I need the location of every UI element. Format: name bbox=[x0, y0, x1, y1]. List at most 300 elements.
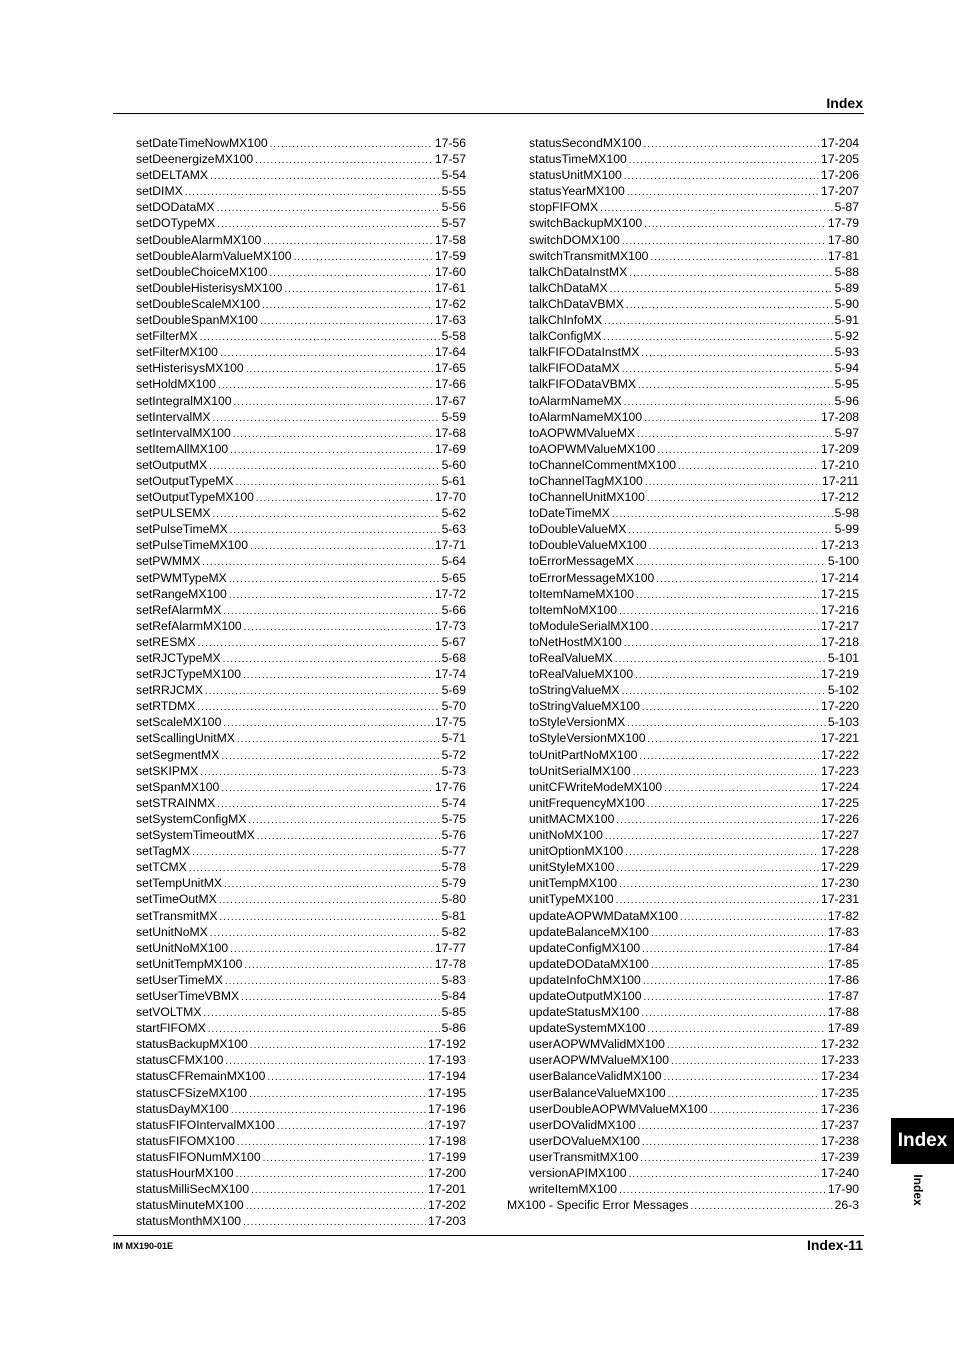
index-entry bbox=[529, 151, 859, 167]
index-side-vertical-label: Index bbox=[911, 1174, 925, 1206]
index-entry-leader bbox=[210, 169, 440, 183]
index-entry-leader bbox=[624, 169, 819, 183]
index-entry bbox=[529, 1085, 859, 1101]
index-entry-term: toRealValueMX bbox=[529, 651, 613, 665]
index-entry-page: 17-66 bbox=[434, 377, 466, 392]
index-entry-term: toAOPWMValueMX bbox=[529, 425, 636, 440]
index-entry-page: 17-230 bbox=[821, 876, 859, 891]
index-entry-page: 17-208 bbox=[821, 409, 859, 424]
index-entry bbox=[529, 586, 859, 602]
index-entry bbox=[136, 1165, 466, 1181]
index-entry-term: setPULSEMX bbox=[136, 506, 211, 521]
index-entry-leader bbox=[612, 507, 833, 521]
index-entry-leader bbox=[244, 620, 433, 634]
index-entry-leader bbox=[200, 330, 440, 344]
index-entry bbox=[136, 811, 466, 827]
index-entry bbox=[529, 1149, 859, 1165]
index-entry bbox=[136, 908, 466, 924]
index-entry-page: 17-215 bbox=[821, 586, 859, 601]
index-entry-page: 17-207 bbox=[821, 184, 859, 199]
index-entry-term: setDOTypeMX bbox=[136, 216, 216, 231]
index-entry bbox=[529, 1004, 859, 1020]
index-entry bbox=[136, 763, 466, 779]
index-entry-leader bbox=[217, 217, 439, 231]
index-entry-term: updateAOPWMDataMX100 bbox=[529, 908, 679, 923]
index-entry-page: 5-97 bbox=[834, 425, 859, 440]
index-entry-page: 17-213 bbox=[821, 538, 859, 553]
index-entry bbox=[136, 344, 466, 360]
index-entry-term: toNetHostMX100 bbox=[529, 634, 622, 649]
index-entry-leader bbox=[218, 378, 433, 392]
index-entry-leader bbox=[637, 427, 832, 441]
index-entry bbox=[529, 650, 859, 666]
index-entry-term: updateInfoChMX100 bbox=[529, 972, 641, 987]
index-entry-term: userDoubleAOPWMValueMX100 bbox=[529, 1101, 708, 1116]
index-entry-page: 17-223 bbox=[821, 763, 859, 778]
index-entry-term: userAOPWMValidMX100 bbox=[529, 1037, 665, 1052]
index-entry-page: 17-194 bbox=[428, 1069, 466, 1084]
index-entry bbox=[529, 280, 859, 296]
index-entry-page: 17-79 bbox=[827, 216, 859, 231]
index-entry bbox=[136, 843, 466, 859]
index-entry-page: 17-86 bbox=[827, 972, 859, 987]
index-entry-page: 17-90 bbox=[827, 1182, 859, 1197]
index-entry bbox=[529, 698, 859, 714]
index-entry-leader bbox=[650, 250, 825, 264]
index-entry bbox=[529, 1101, 859, 1117]
index-entry-page: 5-81 bbox=[441, 908, 466, 923]
index-entry-page: 5-75 bbox=[441, 811, 466, 826]
index-entry-page: 5-88 bbox=[834, 264, 859, 279]
index-entry-page: 17-62 bbox=[434, 296, 466, 311]
index-entry bbox=[529, 1133, 859, 1149]
index-entry-leader bbox=[624, 395, 833, 409]
index-entry bbox=[136, 666, 466, 682]
index-entry-term: toDateTimeMX bbox=[529, 506, 610, 521]
index-entry-leader bbox=[229, 588, 433, 602]
index-entry-page: 17-68 bbox=[434, 425, 466, 440]
index-entry bbox=[136, 714, 466, 730]
index-entry bbox=[136, 151, 466, 167]
index-entry bbox=[507, 1197, 859, 1213]
index-entry-page: 5-85 bbox=[441, 1005, 466, 1020]
footer-rule bbox=[113, 1235, 864, 1236]
index-entry-page: 17-214 bbox=[821, 570, 859, 585]
index-entry-leader bbox=[229, 572, 440, 586]
index-entry bbox=[529, 441, 859, 457]
index-entry-leader bbox=[205, 684, 440, 698]
index-column-left bbox=[136, 135, 466, 1229]
index-entry-term: unitTempMX100 bbox=[529, 876, 618, 891]
index-entry-leader bbox=[643, 990, 825, 1004]
index-entry-leader bbox=[642, 1135, 819, 1149]
index-entry-leader bbox=[233, 427, 433, 441]
index-entry-page: 17-229 bbox=[821, 860, 859, 875]
index-entry-term: statusDayMX100 bbox=[136, 1101, 229, 1116]
index-entry-page: 17-84 bbox=[827, 940, 859, 955]
index-entry-page: 17-204 bbox=[821, 136, 859, 150]
index-entry-leader bbox=[622, 234, 826, 248]
index-entry bbox=[529, 682, 859, 698]
index-entry-term: unitTypeMX100 bbox=[529, 892, 614, 907]
index-entry-leader bbox=[224, 877, 440, 891]
index-entry-leader bbox=[221, 749, 439, 763]
index-entry bbox=[529, 1181, 859, 1197]
index-entry-term: setTransmitMX bbox=[136, 908, 218, 923]
index-entry-term: toItemNoMX100 bbox=[529, 602, 618, 617]
index-entry-term: setRangeMX100 bbox=[136, 586, 227, 601]
index-entry-term: unitMACMX100 bbox=[529, 811, 615, 826]
index-entry-term: toAlarmNameMX bbox=[529, 393, 622, 408]
index-entry-page: 17-89 bbox=[827, 1021, 859, 1036]
index-entry-page: 5-54 bbox=[441, 168, 466, 183]
index-entry-term: setDoubleScaleMX100 bbox=[136, 296, 260, 311]
index-entry-term: setPWMTypeMX bbox=[136, 570, 227, 585]
index-entry-term: toModuleSerialMX100 bbox=[529, 618, 649, 633]
index-entry-page: 17-218 bbox=[821, 634, 859, 649]
index-entry-page: 5-80 bbox=[441, 892, 466, 907]
index-entry-page: 17-71 bbox=[434, 538, 466, 553]
index-entry bbox=[529, 988, 859, 1004]
index-entry-leader bbox=[284, 282, 433, 296]
index-entry-term: toDoubleValueMX bbox=[529, 522, 627, 537]
index-entry-page: 5-61 bbox=[441, 473, 466, 488]
index-entry-term: userDOValidMX100 bbox=[529, 1117, 636, 1132]
index-entry-page: 17-200 bbox=[428, 1166, 466, 1180]
index-entry-leader bbox=[248, 813, 439, 827]
index-entry-leader bbox=[619, 1183, 826, 1197]
index-entry bbox=[529, 1036, 859, 1052]
index-entry-term: updateSystemMX100 bbox=[529, 1021, 646, 1036]
index-entry bbox=[136, 1020, 466, 1036]
index-entry-leader bbox=[645, 475, 820, 489]
index-entry-leader bbox=[628, 523, 832, 537]
index-entry-term: switchDOMX100 bbox=[529, 232, 620, 247]
index-entry-page: 17-88 bbox=[827, 1005, 859, 1020]
index-entry-page: 17-201 bbox=[428, 1182, 466, 1197]
index-entry bbox=[529, 489, 859, 505]
index-entry-leader bbox=[710, 1103, 819, 1117]
index-entry-leader bbox=[622, 684, 826, 698]
index-entry-term: toAlarmNameMX100 bbox=[529, 409, 643, 424]
index-entry-term: statusSecondMX100 bbox=[529, 136, 642, 150]
index-entry-page: 17-77 bbox=[434, 940, 466, 955]
index-entry bbox=[529, 859, 859, 875]
index-entry-leader bbox=[603, 330, 832, 344]
index-entry-page: 5-55 bbox=[441, 184, 466, 199]
index-entry-term: statusHourMX100 bbox=[136, 1166, 234, 1180]
index-entry-page: 5-57 bbox=[441, 216, 466, 231]
index-entry-term: setFilterMX bbox=[136, 329, 198, 344]
index-entry-leader bbox=[619, 604, 819, 618]
index-entry-leader bbox=[270, 137, 433, 151]
index-entry-term: setRJCTypeMX100 bbox=[136, 667, 241, 682]
index-entry-page: 5-83 bbox=[441, 972, 466, 987]
index-entry-page: 5-84 bbox=[441, 988, 466, 1003]
index-entry bbox=[529, 537, 859, 553]
index-entry-term: updateConfigMX100 bbox=[529, 940, 641, 955]
index-entry bbox=[529, 827, 859, 843]
index-entry bbox=[136, 1181, 466, 1197]
index-entry bbox=[529, 409, 859, 425]
index-entry-term: setDoubleAlarmMX100 bbox=[136, 232, 262, 247]
index-entry-term: writeItemMX100 bbox=[529, 1182, 618, 1197]
index-entry-term: statusFIFONumMX100 bbox=[136, 1149, 261, 1164]
index-entry-term: unitOptionMX100 bbox=[529, 844, 624, 859]
index-entry bbox=[529, 473, 859, 489]
index-entry-page: 5-95 bbox=[834, 377, 859, 392]
index-entry bbox=[136, 521, 466, 537]
index-entry-leader bbox=[649, 539, 819, 553]
index-entry bbox=[136, 795, 466, 811]
index-entry-page: 17-195 bbox=[428, 1085, 466, 1100]
index-entry-page: 17-199 bbox=[428, 1149, 466, 1164]
index-entry bbox=[136, 940, 466, 956]
index-entry-page: 17-211 bbox=[821, 473, 859, 488]
index-entry-page: 17-80 bbox=[827, 232, 859, 247]
index-entry-leader bbox=[234, 395, 433, 409]
index-entry-page: 5-70 bbox=[441, 699, 466, 714]
index-entry bbox=[529, 312, 859, 328]
index-entry-page: 5-71 bbox=[441, 731, 466, 746]
index-entry-leader bbox=[198, 636, 440, 650]
index-entry-term: setHoldMX100 bbox=[136, 377, 216, 392]
index-entry-page: 5-100 bbox=[827, 554, 859, 569]
index-entry-leader bbox=[625, 845, 819, 859]
index-entry-page: 5-72 bbox=[441, 747, 466, 762]
index-entry-term: setHisterisysMX100 bbox=[136, 361, 244, 376]
index-entry bbox=[529, 167, 859, 183]
index-entry-page: 17-65 bbox=[434, 361, 466, 376]
index-entry-page: 5-89 bbox=[834, 280, 859, 295]
index-entry-page: 17-85 bbox=[827, 956, 859, 971]
index-entry bbox=[529, 1052, 859, 1068]
index-entry bbox=[529, 618, 859, 634]
index-entry-term: setTimeOutMX bbox=[136, 892, 217, 907]
index-entry-page: 5-99 bbox=[834, 522, 859, 537]
index-entry bbox=[529, 811, 859, 827]
index-entry bbox=[529, 714, 859, 730]
index-entry-page: 17-61 bbox=[434, 280, 466, 295]
index-entry-page: 17-222 bbox=[821, 747, 859, 762]
index-entry-term: setUnitNoMX100 bbox=[136, 940, 229, 955]
index-entry bbox=[136, 698, 466, 714]
index-entry-term: updateStatusMX100 bbox=[529, 1005, 640, 1020]
index-entry-term: toChannelUnitMX100 bbox=[529, 490, 645, 505]
index-entry-page: 17-233 bbox=[821, 1053, 859, 1068]
index-entry-leader bbox=[638, 378, 833, 392]
index-entry bbox=[136, 1036, 466, 1052]
index-entry bbox=[529, 1020, 859, 1036]
index-entry-page: 17-203 bbox=[428, 1214, 466, 1229]
index-entry bbox=[136, 618, 466, 634]
index-entry-term: toChannelTagMX100 bbox=[529, 473, 643, 488]
index-entry-term: talkFIFODataInstMX bbox=[529, 345, 640, 360]
index-entry-leader bbox=[633, 765, 819, 779]
index-entry bbox=[529, 956, 859, 972]
index-entry-leader bbox=[624, 636, 819, 650]
index-entry-page: 5-86 bbox=[441, 1021, 466, 1036]
index-entry bbox=[136, 457, 466, 473]
index-entry-term: toStyleVersionMX bbox=[529, 715, 626, 730]
index-entry bbox=[529, 360, 859, 376]
index-entry-page: 17-87 bbox=[827, 988, 859, 1003]
index-entry bbox=[529, 521, 859, 537]
index-entry bbox=[136, 682, 466, 698]
index-entry-leader bbox=[605, 829, 819, 843]
index-entry bbox=[136, 972, 466, 988]
index-entry-term: updateBalanceMX100 bbox=[529, 924, 649, 939]
index-entry-page: 17-69 bbox=[434, 441, 466, 456]
index-entry bbox=[529, 666, 859, 682]
index-entry-leader bbox=[643, 137, 819, 151]
index-entry-page: 17-227 bbox=[821, 828, 859, 843]
index-entry bbox=[136, 409, 466, 425]
index-entry bbox=[136, 891, 466, 907]
index-entry-page: 17-239 bbox=[821, 1149, 859, 1164]
index-entry-term: talkChDataVBMX bbox=[529, 296, 624, 311]
index-entry bbox=[136, 199, 466, 215]
index-entry bbox=[136, 505, 466, 521]
index-entry-term: setRRJCMX bbox=[136, 683, 204, 698]
index-entry bbox=[529, 135, 859, 151]
index-entry-leader bbox=[651, 958, 826, 972]
index-entry-leader bbox=[202, 555, 439, 569]
index-entry-leader bbox=[600, 201, 833, 215]
index-entry-page: 5-69 bbox=[441, 683, 466, 698]
index-entry bbox=[529, 602, 859, 618]
index-entry-page: 5-56 bbox=[441, 200, 466, 215]
index-entry-leader bbox=[647, 797, 819, 811]
index-entry-leader bbox=[220, 910, 440, 924]
index-entry bbox=[136, 183, 466, 199]
index-entry-term: setIntegralMX100 bbox=[136, 393, 232, 408]
index-entry-page: 17-197 bbox=[428, 1117, 466, 1132]
index-entry-term: toUnitSerialMX100 bbox=[529, 763, 631, 778]
index-entry-term: talkChDataInstMX bbox=[529, 264, 628, 279]
index-entry-page: 17-73 bbox=[434, 618, 466, 633]
index-entry-leader bbox=[629, 266, 832, 280]
index-entry-page: 5-91 bbox=[834, 313, 859, 328]
index-column-right bbox=[507, 135, 859, 1213]
index-entry-term: switchBackupMX100 bbox=[529, 216, 643, 231]
index-entry-term: setScallingUnitMX bbox=[136, 731, 235, 746]
index-entry bbox=[136, 1213, 466, 1229]
index-entry-page: 17-192 bbox=[428, 1037, 466, 1052]
index-entry bbox=[529, 924, 859, 940]
index-entry bbox=[529, 763, 859, 779]
index-entry-page: 17-59 bbox=[434, 248, 466, 263]
index-entry-page: 5-64 bbox=[441, 554, 466, 569]
index-entry-page: 5-68 bbox=[441, 651, 466, 665]
index-entry-term: userAOPWMValueMX100 bbox=[529, 1053, 669, 1068]
index-entry bbox=[136, 1085, 466, 1101]
index-entry-term: toStringValueMX bbox=[529, 683, 620, 698]
index-entry bbox=[529, 457, 859, 473]
index-entry-page: 5-58 bbox=[441, 329, 466, 344]
index-entry bbox=[529, 215, 859, 231]
index-entry-page: 17-196 bbox=[428, 1101, 466, 1116]
index-entry-page: 5-62 bbox=[441, 506, 466, 521]
index-entry-page: 17-57 bbox=[434, 152, 466, 167]
index-entry-term: setSKIPMX bbox=[136, 763, 199, 778]
index-entry-term: unitCFWriteModeMX100 bbox=[529, 779, 663, 794]
index-entry bbox=[136, 1068, 466, 1084]
index-entry bbox=[529, 1165, 859, 1181]
index-entry bbox=[136, 747, 466, 763]
index-entry-leader bbox=[262, 298, 433, 312]
index-entry-term: setVOLTMX bbox=[136, 1005, 202, 1020]
index-entry bbox=[136, 730, 466, 746]
index-entry-page: 5-59 bbox=[441, 409, 466, 424]
index-entry-leader bbox=[243, 1215, 426, 1229]
index-entry-page: 17-58 bbox=[434, 232, 466, 247]
index-entry-page: 17-72 bbox=[434, 586, 466, 601]
index-entry-leader bbox=[667, 1038, 819, 1052]
index-entry-leader bbox=[260, 314, 433, 328]
index-entry-leader bbox=[680, 910, 826, 924]
index-entry-leader bbox=[619, 877, 819, 891]
index-entry bbox=[136, 1101, 466, 1117]
index-entry-term: userBalanceValidMX100 bbox=[529, 1069, 662, 1084]
index-entry-term: setUnitNoMX bbox=[136, 924, 208, 939]
index-entry-term: switchTransmitMX100 bbox=[529, 248, 649, 263]
index-entry-term: userDOValueMX100 bbox=[529, 1133, 640, 1148]
index-entry bbox=[529, 183, 859, 199]
index-entry bbox=[529, 843, 859, 859]
index-entry bbox=[136, 232, 466, 248]
index-entry-page: 17-75 bbox=[434, 715, 466, 730]
index-entry-page: 17-236 bbox=[821, 1101, 859, 1116]
index-entry-leader bbox=[629, 1167, 819, 1181]
index-entry bbox=[136, 1133, 466, 1149]
index-entry-leader bbox=[657, 443, 819, 457]
index-entry bbox=[529, 344, 859, 360]
index-entry bbox=[136, 425, 466, 441]
index-entry bbox=[136, 248, 466, 264]
index-entry-leader bbox=[241, 990, 439, 1004]
index-entry-term: statusMilliSecMX100 bbox=[136, 1182, 250, 1197]
index-entry-page: 17-212 bbox=[821, 490, 859, 505]
index-entry-page: 17-78 bbox=[434, 956, 466, 971]
index-entry-term: statusTimeMX100 bbox=[529, 152, 627, 167]
index-entry-leader bbox=[213, 507, 440, 521]
index-entry-term: setUserTimeMX bbox=[136, 972, 223, 987]
index-entry-page: 5-77 bbox=[441, 844, 466, 859]
index-entry-leader bbox=[223, 716, 432, 730]
index-entry-page: 17-60 bbox=[434, 264, 466, 279]
index-entry bbox=[136, 296, 466, 312]
index-entry-leader bbox=[294, 250, 433, 264]
index-entry-term: statusFIFOMX100 bbox=[136, 1133, 235, 1148]
index-entry-term: toUnitPartNoMX100 bbox=[529, 747, 638, 762]
index-entry-page: 17-64 bbox=[434, 345, 466, 360]
index-entry-page: 5-92 bbox=[834, 329, 859, 344]
index-entry-page: 5-94 bbox=[834, 361, 859, 376]
index-entry-term: setIntervalMX100 bbox=[136, 425, 231, 440]
index-entry bbox=[529, 264, 859, 280]
index-entry-leader bbox=[636, 588, 819, 602]
index-entry-page: 5-90 bbox=[834, 296, 859, 311]
index-entry-page: 17-240 bbox=[821, 1166, 859, 1180]
index-entry-term: talkConfigMX bbox=[529, 329, 602, 344]
index-entry bbox=[136, 1197, 466, 1213]
index-entry-leader bbox=[256, 491, 433, 505]
index-entry-term: setDoubleHisterisysMX100 bbox=[136, 280, 283, 295]
index-entry-term: toAOPWMValueMX100 bbox=[529, 441, 656, 456]
index-entry-leader bbox=[610, 282, 833, 296]
index-entry-leader bbox=[230, 942, 433, 956]
